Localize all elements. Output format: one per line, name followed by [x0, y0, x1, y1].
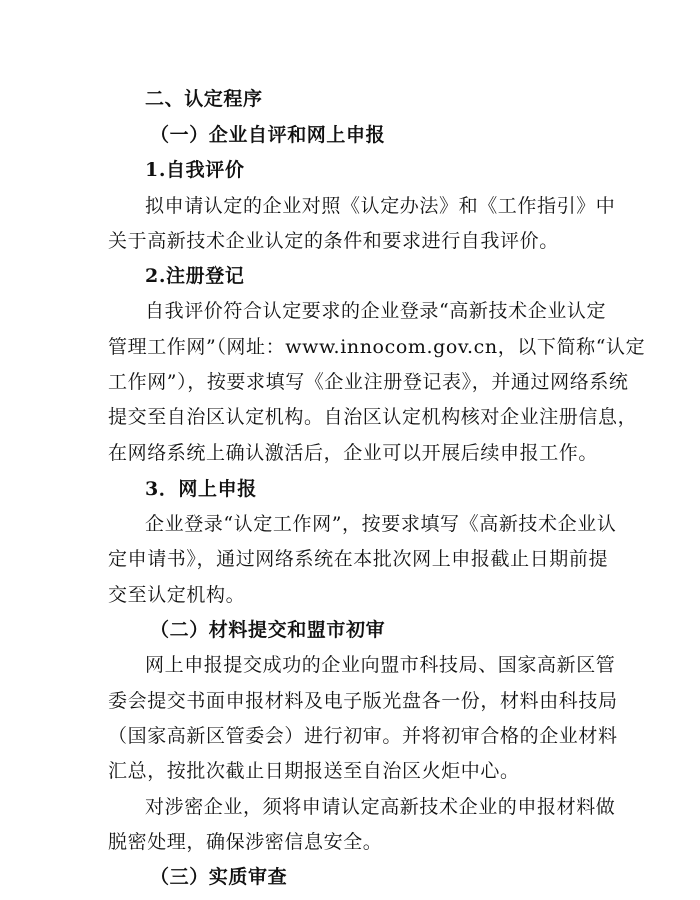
subsection-1-title: 1.自我评价	[145, 159, 245, 181]
subsection-3-title: 3．网上申报	[145, 478, 257, 500]
paragraph-line: （国家高新区管委会）进行初审。并将初审合格的企业材料	[108, 725, 618, 747]
paragraph-line: 管理工作网”（网址：www.innocom.gov.cn，以下简称“认定	[108, 336, 646, 358]
paragraph-line: 交至认定机构。	[108, 584, 246, 606]
paragraph-line: 定申请书》，通过网络系统在本批次网上申报截止日期前提	[108, 548, 609, 570]
paragraph-line: 关于高新技术企业认定的条件和要求进行自我评价。	[108, 230, 559, 252]
paragraph-line: 委会提交书面申报材料及电子版光盘各一份，材料由科技局	[108, 690, 618, 712]
paragraph-line: 提交至自治区认定机构。自治区认定机构核对企业注册信息，	[108, 406, 638, 428]
section-2-title: （二）材料提交和盟市初审	[150, 619, 386, 641]
section-3-title: （三）实质审查	[150, 866, 288, 888]
paragraph-line: 自我评价符合认定要求的企业登录“高新技术企业认定	[145, 300, 607, 322]
subsection-2-title: 2.注册登记	[145, 265, 245, 287]
paragraph-line: 工作网”），按要求填写《企业注册登记表》，并通过网络系统	[108, 371, 629, 393]
main-heading: 二、认定程序	[145, 88, 263, 110]
paragraph-line: 脱密处理，确保涉密信息安全。	[108, 831, 383, 853]
paragraph-line: 企业登录“认定工作网”，按要求填写《高新技术企业认	[145, 513, 617, 535]
paragraph-line: 拟申请认定的企业对照《认定办法》和《工作指引》中	[145, 195, 616, 217]
paragraph-line: 对涉密企业，须将申请认定高新技术企业的申报材料做	[145, 796, 616, 818]
paragraph-line: 在网络系统上确认激活后，企业可以开展后续申报工作。	[108, 442, 599, 464]
section-1-title: （一）企业自评和网上申报	[150, 124, 386, 146]
paragraph-line: 网上申报提交成功的企业向盟市科技局、国家高新区管	[145, 654, 616, 676]
paragraph-line: 汇总，按批次截止日期报送至自治区火炬中心。	[108, 760, 520, 782]
